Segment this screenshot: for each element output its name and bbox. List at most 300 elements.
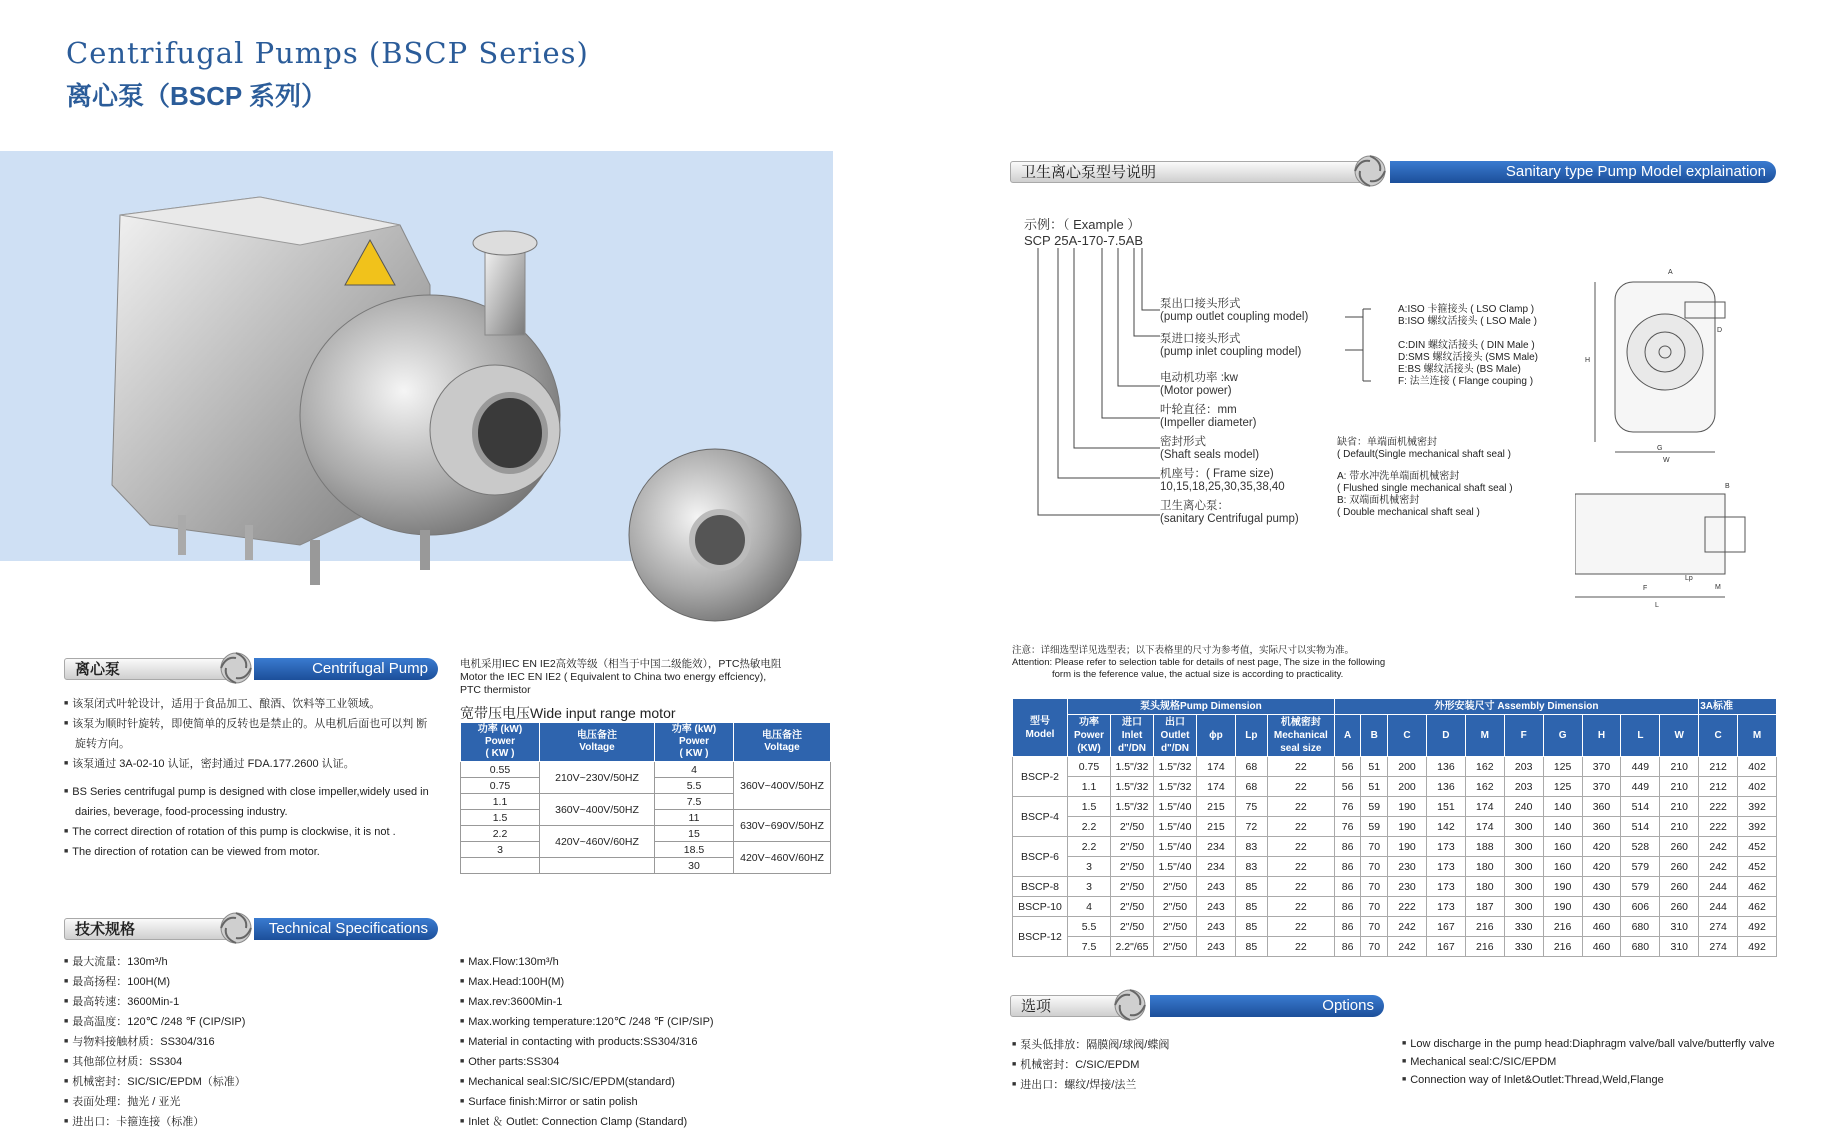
table-cell: 242 bbox=[1388, 917, 1427, 937]
table-cell: 310 bbox=[1660, 917, 1699, 937]
table-cell: 300 bbox=[1504, 837, 1543, 857]
swirl-icon bbox=[1110, 985, 1150, 1025]
table-cell: 216 bbox=[1465, 917, 1504, 937]
table-cell: 174 bbox=[1197, 757, 1236, 777]
model-example-code: SCP 25A-170-7.5AB bbox=[1024, 233, 1143, 248]
table-cell: 243 bbox=[1197, 917, 1236, 937]
table-cell: 420 bbox=[1582, 837, 1621, 857]
table-cell: 452 bbox=[1738, 857, 1777, 877]
dim-col-header: L bbox=[1621, 715, 1660, 757]
table-cell: 1.5 bbox=[1068, 797, 1111, 817]
voltage-cell: 420V~460V/60HZ bbox=[734, 842, 831, 874]
power-cell: 18.5 bbox=[655, 842, 734, 858]
model-part-cn: 机座号：( Frame size) bbox=[1160, 468, 1274, 480]
table-cell: 22 bbox=[1267, 797, 1334, 817]
table-cell: 2.2 bbox=[1068, 817, 1111, 837]
options-cn-list bbox=[1012, 1035, 1412, 1095]
table-cell: 402 bbox=[1738, 777, 1777, 797]
table-cell: 22 bbox=[1267, 937, 1334, 957]
option-cn: ■ 泵头低排放：隔膜阀/球阀/蝶阀 bbox=[1012, 1035, 1412, 1055]
table-cell: 70 bbox=[1361, 897, 1388, 917]
table-cell: 216 bbox=[1543, 917, 1582, 937]
table-cell: 22 bbox=[1267, 817, 1334, 837]
table-cell: 310 bbox=[1660, 937, 1699, 957]
power-cell: 1.1 bbox=[461, 794, 540, 810]
table-cell: 2"/50 bbox=[1111, 897, 1154, 917]
table-cell: 125 bbox=[1543, 757, 1582, 777]
model-part bbox=[1160, 333, 1301, 359]
table-cell: 579 bbox=[1621, 877, 1660, 897]
table-row bbox=[1013, 857, 1777, 877]
pump-desc-item: ■ 该泵为顺时针旋转，即使简单的反转也是禁止的。从电机后面也可以判 断 bbox=[64, 714, 444, 734]
option-cn: ■ 进出口：螺纹/焊接/法兰 bbox=[1012, 1075, 1412, 1095]
table-cell: 222 bbox=[1388, 897, 1427, 917]
dim-col-header: D bbox=[1426, 715, 1465, 757]
table-cell: 462 bbox=[1738, 877, 1777, 897]
table-cell: 70 bbox=[1361, 857, 1388, 877]
model-example-label: 示例：（ Example ） bbox=[1024, 217, 1141, 232]
table-cell: 70 bbox=[1361, 917, 1388, 937]
table-cell: 136 bbox=[1426, 757, 1465, 777]
table-cell: 243 bbox=[1197, 937, 1236, 957]
table-cell: 1.5"/32 bbox=[1154, 777, 1197, 797]
table-cell: 22 bbox=[1267, 857, 1334, 877]
table-cell: 56 bbox=[1334, 757, 1361, 777]
tech-spec-cn: ■ 进出口：卡箍连接（标准） bbox=[64, 1112, 444, 1132]
tech-spec-en: ■ Inlet ＆ Outlet: Connection Clamp (Standard) bbox=[460, 1112, 840, 1132]
table-cell: 85 bbox=[1235, 917, 1267, 937]
table-cell: 1.5"/40 bbox=[1154, 857, 1197, 877]
table-cell: 22 bbox=[1267, 897, 1334, 917]
pump-desc-item: dairies, beverage, food-processing industry. bbox=[75, 806, 288, 818]
voltage-cell: 360V~400V/50HZ bbox=[734, 762, 831, 810]
table-cell: 260 bbox=[1660, 897, 1699, 917]
table-cell: 212 bbox=[1699, 777, 1738, 797]
coupling-option: B:ISO 螺纹活接头 ( LSO Male ) bbox=[1398, 316, 1537, 327]
voltage-col-header: 电压备注 Voltage bbox=[734, 723, 831, 762]
table-cell: 86 bbox=[1334, 877, 1361, 897]
model-cell: BSCP-10 bbox=[1013, 897, 1068, 917]
table-cell: 2"/50 bbox=[1111, 857, 1154, 877]
coupling-option: D:SMS 螺纹活接头 (SMS Male) bbox=[1398, 352, 1539, 363]
table-cell: 22 bbox=[1267, 877, 1334, 897]
table-cell: 5.5 bbox=[1068, 917, 1111, 937]
table-cell: 86 bbox=[1334, 917, 1361, 937]
table-cell: 240 bbox=[1504, 797, 1543, 817]
table-cell: 514 bbox=[1621, 817, 1660, 837]
table-cell: 188 bbox=[1465, 837, 1504, 857]
table-cell: 230 bbox=[1388, 877, 1427, 897]
pump-illustration bbox=[100, 185, 820, 635]
pump-description-list bbox=[64, 694, 444, 862]
voltage-cell bbox=[540, 858, 655, 874]
table-cell: 140 bbox=[1543, 817, 1582, 837]
table-cell: 174 bbox=[1465, 817, 1504, 837]
pump-desc-item: ■ 该泵闭式叶轮设计，适用于食品加工、酿酒、饮料等工业领域。 bbox=[64, 694, 444, 714]
section-header-model-cn: 卫生离心泵型号说明 bbox=[1010, 161, 1380, 183]
dim-group-header: 泵头规格Pump Dimension bbox=[1068, 699, 1335, 715]
section-header-tech-en: Technical Specifications bbox=[254, 918, 438, 940]
table-cell: 1.5"/32 bbox=[1111, 777, 1154, 797]
dim-col-header: M bbox=[1465, 715, 1504, 757]
dim-col-header: 型号 Model bbox=[1013, 699, 1068, 757]
table-cell: 200 bbox=[1388, 757, 1427, 777]
table-cell: 22 bbox=[1267, 917, 1334, 937]
table-cell: 460 bbox=[1582, 917, 1621, 937]
table-cell: 85 bbox=[1235, 897, 1267, 917]
table-cell: 86 bbox=[1334, 837, 1361, 857]
table-row bbox=[1013, 777, 1777, 797]
power-cell: 7.5 bbox=[655, 794, 734, 810]
table-cell: 70 bbox=[1361, 837, 1388, 857]
table-cell: 2"/50 bbox=[1154, 917, 1197, 937]
table-cell: 83 bbox=[1235, 837, 1267, 857]
dim-label: L bbox=[1655, 602, 1659, 609]
table-cell: 22 bbox=[1267, 837, 1334, 857]
tech-spec-cn: ■ 最高转速：3600Min-1 bbox=[64, 992, 444, 1012]
model-cell: BSCP-2 bbox=[1013, 757, 1068, 797]
table-cell: 83 bbox=[1235, 857, 1267, 877]
table-cell: 203 bbox=[1504, 777, 1543, 797]
table-row bbox=[1013, 937, 1777, 957]
power-cell: 4 bbox=[655, 762, 734, 778]
table-cell: 162 bbox=[1465, 757, 1504, 777]
tech-spec-cn: ■ 表面处理：抛光 / 亚光 bbox=[64, 1092, 444, 1112]
table-cell: 173 bbox=[1426, 857, 1465, 877]
table-cell: 190 bbox=[1388, 797, 1427, 817]
table-cell: 300 bbox=[1504, 897, 1543, 917]
table-cell: 392 bbox=[1738, 797, 1777, 817]
dim-col-header: Lp bbox=[1235, 715, 1267, 757]
table-cell: 460 bbox=[1582, 937, 1621, 957]
dim-label: H bbox=[1585, 357, 1591, 364]
table-cell: 86 bbox=[1334, 937, 1361, 957]
table-cell: 190 bbox=[1388, 817, 1427, 837]
table-cell: 452 bbox=[1738, 837, 1777, 857]
table-cell: 260 bbox=[1660, 837, 1699, 857]
dim-col-header: C bbox=[1699, 715, 1738, 757]
table-cell: 680 bbox=[1621, 937, 1660, 957]
seal-option: 缺省：单端面机械密封 bbox=[1337, 437, 1437, 448]
attention-en: Attention: Please refer to selection table for details of nest page, The size in the following bbox=[1012, 657, 1386, 668]
table-cell: 162 bbox=[1465, 777, 1504, 797]
table-cell: 180 bbox=[1465, 857, 1504, 877]
coupling-brace bbox=[1345, 305, 1375, 385]
table-cell: 210 bbox=[1660, 777, 1699, 797]
table-cell: 449 bbox=[1621, 777, 1660, 797]
table-cell: 2"/50 bbox=[1111, 877, 1154, 897]
table-cell: 72 bbox=[1235, 817, 1267, 837]
voltage-cell: 420V~460V/60HZ bbox=[540, 826, 655, 858]
table-cell: 222 bbox=[1699, 817, 1738, 837]
table-cell: 244 bbox=[1699, 897, 1738, 917]
table-cell: 216 bbox=[1543, 937, 1582, 957]
tech-spec-cn: ■ 机械密封：SIC/SIC/EPDM（标准） bbox=[64, 1072, 444, 1092]
section-header-model-en: Sanitary type Pump Model explaination bbox=[1390, 161, 1776, 183]
power-cell: 2.2 bbox=[461, 826, 540, 842]
model-part-en: (Motor power) bbox=[1160, 385, 1232, 397]
model-part bbox=[1160, 404, 1257, 430]
seal-option: A: 带水冲洗单端面机械密封 bbox=[1337, 471, 1460, 482]
section-header-pump-cn: 离心泵 bbox=[64, 658, 244, 680]
table-cell: 86 bbox=[1334, 857, 1361, 877]
table-cell: 203 bbox=[1504, 757, 1543, 777]
motor-note-line: 电机采用IEC EN IE2高效等级（相当于中国二级能效），PTC热敏电阻 bbox=[460, 658, 782, 670]
table-cell: 70 bbox=[1361, 937, 1388, 957]
table-cell: 300 bbox=[1504, 817, 1543, 837]
table-cell: 210 bbox=[1660, 757, 1699, 777]
dim-col-header: M bbox=[1738, 715, 1777, 757]
table-cell: 234 bbox=[1197, 857, 1236, 877]
model-part-cn: 叶轮直径：mm bbox=[1160, 404, 1237, 416]
dim-col-header: A bbox=[1334, 715, 1361, 757]
table-cell: 300 bbox=[1504, 857, 1543, 877]
tech-spec-cn: ■ 与物料接触材质：SS304/316 bbox=[64, 1032, 444, 1052]
power-cell: 1.5 bbox=[461, 810, 540, 826]
dim-col-header: G bbox=[1543, 715, 1582, 757]
table-cell: 2"/50 bbox=[1111, 837, 1154, 857]
model-part bbox=[1160, 500, 1299, 526]
table-cell: 680 bbox=[1621, 917, 1660, 937]
model-part-cn: 泵出口接头形式 bbox=[1160, 298, 1241, 310]
table-cell: 360 bbox=[1582, 797, 1621, 817]
power-cell bbox=[461, 858, 540, 874]
attention-note bbox=[1012, 645, 1412, 681]
table-cell: 274 bbox=[1699, 917, 1738, 937]
table-cell: 370 bbox=[1582, 757, 1621, 777]
model-part-en: (Shaft seals model) bbox=[1160, 449, 1260, 461]
table-cell: 7.5 bbox=[1068, 937, 1111, 957]
table-cell: 125 bbox=[1543, 777, 1582, 797]
tech-spec-en: ■ Other parts:SS304 bbox=[460, 1052, 840, 1072]
table-cell: 430 bbox=[1582, 877, 1621, 897]
coupling-option: F: 法兰连接 ( Flange couping ) bbox=[1398, 376, 1534, 387]
page-title-cn: 离心泵（BSCP 系列） bbox=[66, 81, 327, 111]
table-cell: 142 bbox=[1426, 817, 1465, 837]
model-cell: BSCP-4 bbox=[1013, 797, 1068, 837]
dim-label: D bbox=[1717, 327, 1723, 334]
page-title-en: Centrifugal Pumps (BSCP Series) bbox=[66, 36, 589, 70]
table-cell: 190 bbox=[1543, 897, 1582, 917]
table-cell: 300 bbox=[1504, 877, 1543, 897]
model-part bbox=[1160, 298, 1308, 324]
tech-spec-en: ■ Max.Head:100H(M) bbox=[460, 972, 840, 992]
table-cell: 51 bbox=[1361, 777, 1388, 797]
voltage-cell: 630V~690V/50HZ bbox=[734, 810, 831, 842]
table-cell: 210 bbox=[1660, 797, 1699, 817]
table-cell: 234 bbox=[1197, 837, 1236, 857]
option-en: ■ Connection way of Inlet&Outlet:Thread,Weld,Flange bbox=[1402, 1071, 1822, 1089]
power-cell: 3 bbox=[461, 842, 540, 858]
coupling-option: C:DIN 螺纹活接头 ( DIN Male ) bbox=[1398, 340, 1535, 351]
section-header-options-en: Options bbox=[1150, 995, 1384, 1017]
swirl-icon bbox=[1350, 151, 1390, 191]
seal-option: B: 双端面机械密封 bbox=[1337, 495, 1420, 506]
table-cell: 210 bbox=[1660, 817, 1699, 837]
section-header-pump bbox=[64, 656, 438, 684]
table-cell: 462 bbox=[1738, 897, 1777, 917]
coupling-option: E:BS 螺纹活接头 (BS Male) bbox=[1398, 364, 1521, 375]
table-row bbox=[1013, 897, 1777, 917]
table-row bbox=[1013, 917, 1777, 937]
dim-col-header: 功率 Power (KW) bbox=[1068, 715, 1111, 757]
table-cell: 242 bbox=[1388, 937, 1427, 957]
table-cell: 242 bbox=[1699, 837, 1738, 857]
option-cn: ■ 机械密封：C/SIC/EPDM bbox=[1012, 1055, 1412, 1075]
model-cell: BSCP-6 bbox=[1013, 837, 1068, 877]
power-cell: 15 bbox=[655, 826, 734, 842]
table-cell: 2.2"/65 bbox=[1111, 937, 1154, 957]
model-part-cn: 电动机功率 :kw bbox=[1160, 372, 1238, 384]
table-cell: 151 bbox=[1426, 797, 1465, 817]
table-cell: 244 bbox=[1699, 877, 1738, 897]
table-cell: 22 bbox=[1267, 777, 1334, 797]
dim-label: A bbox=[1668, 269, 1673, 276]
table-cell: 230 bbox=[1388, 857, 1427, 877]
table-cell: 0.75 bbox=[1068, 757, 1111, 777]
dim-col-header: F bbox=[1504, 715, 1543, 757]
table-cell: 173 bbox=[1426, 897, 1465, 917]
table-cell: 243 bbox=[1197, 877, 1236, 897]
table-cell: 243 bbox=[1197, 897, 1236, 917]
dim-group-header: 3A标准 bbox=[1699, 699, 1777, 715]
section-header-options bbox=[1010, 993, 1384, 1021]
model-part-en: (pump outlet coupling model) bbox=[1160, 311, 1309, 323]
tech-spec-en: ■ Mechanical seal:SIC/SIC/EPDM(standard) bbox=[460, 1072, 840, 1092]
table-cell: 2"/50 bbox=[1154, 937, 1197, 957]
table-cell: 200 bbox=[1388, 777, 1427, 797]
table-cell: 430 bbox=[1582, 897, 1621, 917]
swirl-icon bbox=[216, 908, 256, 948]
power-cell: 11 bbox=[655, 810, 734, 826]
table-cell: 2"/50 bbox=[1154, 877, 1197, 897]
voltage-cell: 210V~230V/50HZ bbox=[540, 762, 655, 794]
model-part-en: (Impeller diameter) bbox=[1160, 417, 1257, 429]
pump-desc-item: ■ The correct direction of rotation of this pump is clockwise, it is not . bbox=[64, 822, 444, 842]
dim-label: Lp bbox=[1685, 575, 1693, 582]
table-cell: 85 bbox=[1235, 877, 1267, 897]
table-cell: 420 bbox=[1582, 857, 1621, 877]
model-cell: BSCP-8 bbox=[1013, 877, 1068, 897]
table-cell: 136 bbox=[1426, 777, 1465, 797]
coupling-option: A:ISO 卡箍接头 ( LSO Clamp ) bbox=[1398, 304, 1535, 315]
table-cell: 260 bbox=[1660, 857, 1699, 877]
table-cell: 2"/50 bbox=[1154, 897, 1197, 917]
section-header-pump-en: Centrifugal Pump bbox=[254, 658, 438, 680]
table-cell: 167 bbox=[1426, 937, 1465, 957]
table-cell: 215 bbox=[1197, 817, 1236, 837]
table-cell: 3 bbox=[1068, 877, 1111, 897]
table-cell: 1.1 bbox=[1068, 777, 1111, 797]
table-cell: 190 bbox=[1543, 877, 1582, 897]
motor-note bbox=[460, 658, 840, 697]
dim-label: B bbox=[1725, 483, 1730, 490]
table-cell: 76 bbox=[1334, 817, 1361, 837]
table-cell: 274 bbox=[1699, 937, 1738, 957]
table-cell: 76 bbox=[1334, 797, 1361, 817]
table-cell: 215 bbox=[1197, 797, 1236, 817]
voltage-col-header: 电压备注 Voltage bbox=[540, 723, 655, 762]
tech-spec-en: ■ Max.rev:3600Min-1 bbox=[460, 992, 840, 1012]
option-en: ■ Mechanical seal:C/SIC/EPDM bbox=[1402, 1053, 1822, 1071]
seal-option: ( Double mechanical shaft seal ) bbox=[1337, 507, 1480, 518]
table-cell: 2"/50 bbox=[1111, 817, 1154, 837]
model-part-cn: 泵进口接头形式 bbox=[1160, 333, 1241, 345]
dim-col-header: B bbox=[1361, 715, 1388, 757]
table-cell: 1.5"/40 bbox=[1154, 797, 1197, 817]
table-cell: 392 bbox=[1738, 817, 1777, 837]
swirl-icon bbox=[216, 648, 256, 688]
seal-options bbox=[1337, 437, 1513, 519]
section-header-model bbox=[1010, 159, 1776, 187]
coupling-options bbox=[1398, 304, 1538, 388]
model-part bbox=[1160, 468, 1285, 494]
table-cell: 606 bbox=[1621, 897, 1660, 917]
table-row bbox=[1013, 797, 1777, 817]
dim-col-header: C bbox=[1388, 715, 1427, 757]
table-row bbox=[1013, 837, 1777, 857]
table-cell: 140 bbox=[1543, 797, 1582, 817]
table-cell: 330 bbox=[1504, 917, 1543, 937]
section-header-options-cn: 选项 bbox=[1010, 995, 1140, 1017]
tech-spec-en: ■ Material in contacting with products:SS304/316 bbox=[460, 1032, 840, 1052]
tech-specs-en-list bbox=[460, 952, 840, 1132]
table-cell: 174 bbox=[1465, 797, 1504, 817]
section-header-tech-cn: 技术规格 bbox=[64, 918, 244, 940]
voltage-table bbox=[460, 722, 831, 874]
pump-desc-item: 旋转方向。 bbox=[75, 738, 130, 750]
voltage-cell: 360V~400V/50HZ bbox=[540, 794, 655, 826]
motor-note-line: Motor the IEC EN IE2 ( Equivalent to China two energy effciency), bbox=[460, 671, 767, 683]
table-cell: 330 bbox=[1504, 937, 1543, 957]
dim-col-header: 进口 Inlet d"/DN bbox=[1111, 715, 1154, 757]
table-cell: 75 bbox=[1235, 797, 1267, 817]
power-cell: 30 bbox=[655, 858, 734, 874]
pump-desc-item: ■ The direction of rotation can be viewed from motor. bbox=[64, 842, 444, 862]
table-cell: 1.5"/40 bbox=[1154, 817, 1197, 837]
table-row bbox=[1013, 757, 1777, 777]
options-en-list bbox=[1402, 1035, 1822, 1089]
dim-label: G bbox=[1657, 445, 1663, 452]
table-cell: 1.5"/32 bbox=[1111, 797, 1154, 817]
table-cell: 1.5"/40 bbox=[1154, 837, 1197, 857]
tech-spec-cn: ■ 最高扬程：100H(M) bbox=[64, 972, 444, 992]
table-cell: 68 bbox=[1235, 777, 1267, 797]
table-cell: 173 bbox=[1426, 837, 1465, 857]
table-cell: 1.5"/32 bbox=[1111, 757, 1154, 777]
table-cell: 173 bbox=[1426, 877, 1465, 897]
seal-option: ( Default(Single mechanical shaft seal ) bbox=[1337, 449, 1511, 460]
table-cell: 2"/50 bbox=[1111, 917, 1154, 937]
table-cell: 174 bbox=[1197, 777, 1236, 797]
table-cell: 370 bbox=[1582, 777, 1621, 797]
table-cell: 216 bbox=[1465, 937, 1504, 957]
table-cell: 260 bbox=[1660, 877, 1699, 897]
table-cell: 3 bbox=[1068, 857, 1111, 877]
table-cell: 492 bbox=[1738, 937, 1777, 957]
tech-spec-cn: ■ 其他部位材质：SS304 bbox=[64, 1052, 444, 1072]
table-cell: 190 bbox=[1388, 837, 1427, 857]
model-part bbox=[1160, 372, 1238, 398]
table-cell: 222 bbox=[1699, 797, 1738, 817]
model-part bbox=[1160, 436, 1259, 462]
dim-col-header: ϕp bbox=[1197, 715, 1236, 757]
power-cell: 5.5 bbox=[655, 778, 734, 794]
table-cell: 51 bbox=[1361, 757, 1388, 777]
model-part-en: (pump inlet coupling model) bbox=[1160, 346, 1302, 358]
voltage-table-heading: 宽带压电压Wide input range motor bbox=[460, 705, 676, 721]
table-cell: 360 bbox=[1582, 817, 1621, 837]
